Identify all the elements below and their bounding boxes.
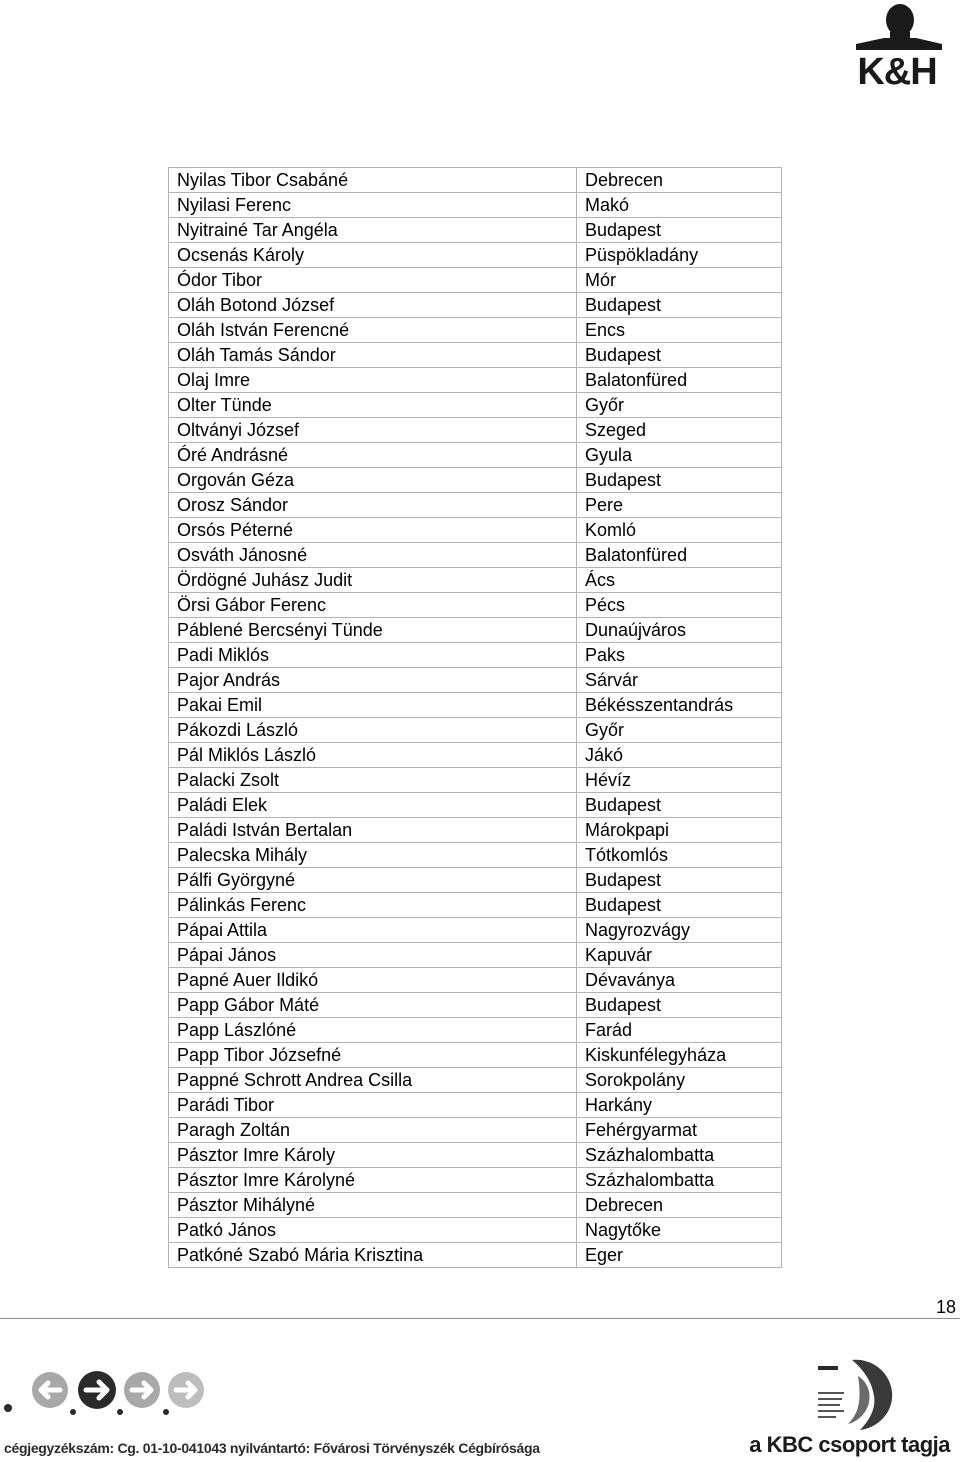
person-name-cell: Palacki Zsolt — [169, 768, 577, 793]
table-row — [169, 1143, 782, 1168]
person-name-cell: Patkóné Szabó Mária Krisztina — [169, 1243, 577, 1268]
table-row — [169, 1193, 782, 1218]
city-cell: Pécs — [577, 593, 782, 618]
table-row — [169, 1218, 782, 1243]
person-name-cell: Pál Miklós László — [169, 743, 577, 768]
table-row — [169, 1243, 782, 1268]
table-row — [169, 468, 782, 493]
person-name-cell: Orsós Péterné — [169, 518, 577, 543]
table-row — [169, 543, 782, 568]
kh-logo-text: K&H — [857, 51, 937, 93]
person-name-cell: Pálinkás Ferenc — [169, 893, 577, 918]
city-cell: Budapest — [577, 293, 782, 318]
person-name-cell: Patkó János — [169, 1218, 577, 1243]
city-cell: Győr — [577, 393, 782, 418]
arrow-right-dark-icon — [78, 1371, 116, 1409]
city-cell: Debrecen — [577, 168, 782, 193]
person-name-cell: Oláh Botond József — [169, 293, 577, 318]
page-number: 18 — [935, 1297, 956, 1317]
person-name-cell: Papp Lászlóné — [169, 1018, 577, 1043]
person-name-cell: Nyilasi Ferenc — [169, 193, 577, 218]
table-row — [169, 1093, 782, 1118]
name-city-table — [168, 167, 782, 1268]
person-name-cell: Pálfi Györgyné — [169, 868, 577, 893]
person-name-cell: Pásztor Imre Károly — [169, 1143, 577, 1168]
city-cell: Jákó — [577, 743, 782, 768]
person-name-cell: Pákozdi László — [169, 718, 577, 743]
arrow-left-icon — [32, 1372, 68, 1408]
city-cell: Hévíz — [577, 768, 782, 793]
person-name-cell: Pápai János — [169, 943, 577, 968]
city-cell: Nagyrozvágy — [577, 918, 782, 943]
table-row — [169, 568, 782, 593]
city-cell: Kapuvár — [577, 943, 782, 968]
person-name-cell: Páblené Bercsényi Tünde — [169, 618, 577, 643]
city-cell: Farád — [577, 1018, 782, 1043]
city-cell: Harkány — [577, 1093, 782, 1118]
table-row — [169, 1043, 782, 1068]
table-row — [169, 1118, 782, 1143]
table-row — [169, 618, 782, 643]
person-name-cell: Orgován Géza — [169, 468, 577, 493]
table-row — [169, 443, 782, 468]
person-name-cell: Pásztor Mihályné — [169, 1193, 577, 1218]
city-cell: Budapest — [577, 218, 782, 243]
city-cell: Százhalombatta — [577, 1168, 782, 1193]
table-row — [169, 293, 782, 318]
person-name-cell: Parádi Tibor — [169, 1093, 577, 1118]
city-cell: Ács — [577, 568, 782, 593]
person-name-cell: Papné Auer Ildikó — [169, 968, 577, 993]
person-name-cell: Pásztor Imre Károlyné — [169, 1168, 577, 1193]
person-name-cell: Orosz Sándor — [169, 493, 577, 518]
city-cell: Paks — [577, 643, 782, 668]
table-row — [169, 168, 782, 193]
person-name-cell: Ördögné Juhász Judit — [169, 568, 577, 593]
city-cell: Budapest — [577, 868, 782, 893]
kh-logo — [838, 2, 956, 92]
person-name-cell: Oláh Tamás Sándor — [169, 343, 577, 368]
table-row — [169, 643, 782, 668]
table-row — [169, 768, 782, 793]
arrow-right-light-icon — [168, 1372, 204, 1408]
person-name-cell: Nyilas Tibor Csabáné — [169, 168, 577, 193]
table-row — [169, 1018, 782, 1043]
table-row — [169, 1168, 782, 1193]
city-cell: Gyula — [577, 443, 782, 468]
person-name-cell: Pápai Attila — [169, 918, 577, 943]
person-name-cell: Padi Miklós — [169, 643, 577, 668]
table-row — [169, 1068, 782, 1093]
city-cell: Encs — [577, 318, 782, 343]
city-cell: Dunaújváros — [577, 618, 782, 643]
person-name-cell: Pappné Schrott Andrea Csilla — [169, 1068, 577, 1093]
footer-arrows — [0, 1366, 215, 1416]
table-row — [169, 818, 782, 843]
table-row — [169, 943, 782, 968]
table-row — [169, 268, 782, 293]
city-cell: Balatonfüred — [577, 368, 782, 393]
city-cell: Nagytőke — [577, 1218, 782, 1243]
city-cell: Pere — [577, 493, 782, 518]
city-cell: Budapest — [577, 993, 782, 1018]
city-cell: Komló — [577, 518, 782, 543]
city-cell: Kiskunfélegyháza — [577, 1043, 782, 1068]
city-cell: Debrecen — [577, 1193, 782, 1218]
city-cell: Budapest — [577, 893, 782, 918]
table-row — [169, 993, 782, 1018]
city-cell: Tótkomlós — [577, 843, 782, 868]
table-row — [169, 318, 782, 343]
city-cell: Makó — [577, 193, 782, 218]
table-row — [169, 918, 782, 943]
table-row — [169, 743, 782, 768]
person-name-cell: Paládi Elek — [169, 793, 577, 818]
footer-divider — [0, 1318, 960, 1319]
city-cell: Balatonfüred — [577, 543, 782, 568]
city-cell: Szeged — [577, 418, 782, 443]
person-name-cell: Paragh Zoltán — [169, 1118, 577, 1143]
table-row — [169, 493, 782, 518]
person-name-cell: Olter Tünde — [169, 393, 577, 418]
city-cell: Eger — [577, 1243, 782, 1268]
person-name-cell: Papp Tibor Józsefné — [169, 1043, 577, 1068]
arrow-right-icon — [124, 1372, 160, 1408]
table-row — [169, 393, 782, 418]
table-row — [169, 343, 782, 368]
person-name-cell: Olaj Imre — [169, 368, 577, 393]
person-name-cell: Örsi Gábor Ferenc — [169, 593, 577, 618]
table-row — [169, 518, 782, 543]
table-row — [169, 718, 782, 743]
person-name-cell: Óré Andrásné — [169, 443, 577, 468]
table-row — [169, 368, 782, 393]
city-cell: Fehérgyarmat — [577, 1118, 782, 1143]
company-registration: cégjegyzékszám: Cg. 01-10-041043 nyilvántartó: Fővárosi Törvényszék Cégbírósága — [4, 1440, 540, 1456]
city-cell: Dévaványa — [577, 968, 782, 993]
person-name-cell: Nyitrainé Tar Angéla — [169, 218, 577, 243]
table-row — [169, 843, 782, 868]
person-name-cell: Osváth Jánosné — [169, 543, 577, 568]
table-row — [169, 668, 782, 693]
city-cell: Győr — [577, 718, 782, 743]
table-row — [169, 193, 782, 218]
city-cell: Budapest — [577, 343, 782, 368]
city-cell: Százhalombatta — [577, 1143, 782, 1168]
table-body — [169, 168, 782, 1268]
city-cell: Békésszentandrás — [577, 693, 782, 718]
table-row — [169, 868, 782, 893]
person-name-cell: Palecska Mihály — [169, 843, 577, 868]
table-row — [169, 218, 782, 243]
city-cell: Sárvár — [577, 668, 782, 693]
person-name-cell: Pajor András — [169, 668, 577, 693]
city-cell: Márokpapi — [577, 818, 782, 843]
kh-logo-mark-icon — [838, 2, 956, 52]
person-name-cell: Oláh István Ferencné — [169, 318, 577, 343]
kbc-group-tagline: a KBC csoport tagja — [749, 1432, 950, 1457]
table-row — [169, 968, 782, 993]
table-row — [169, 893, 782, 918]
table-row — [169, 793, 782, 818]
city-cell: Püspökladány — [577, 243, 782, 268]
city-cell: Mór — [577, 268, 782, 293]
person-name-cell: Ocsenás Károly — [169, 243, 577, 268]
table-row — [169, 593, 782, 618]
city-cell: Budapest — [577, 793, 782, 818]
city-cell: Sorokpolány — [577, 1068, 782, 1093]
person-name-cell: Ódor Tibor — [169, 268, 577, 293]
person-name-cell: Pakai Emil — [169, 693, 577, 718]
city-cell: Budapest — [577, 468, 782, 493]
person-name-cell: Papp Gábor Máté — [169, 993, 577, 1018]
person-name-cell: Oltványi József — [169, 418, 577, 443]
table-row — [169, 243, 782, 268]
table-row — [169, 693, 782, 718]
paralympic-bank-emblem-icon — [812, 1356, 898, 1434]
person-name-cell: Paládi István Bertalan — [169, 818, 577, 843]
table-row — [169, 418, 782, 443]
